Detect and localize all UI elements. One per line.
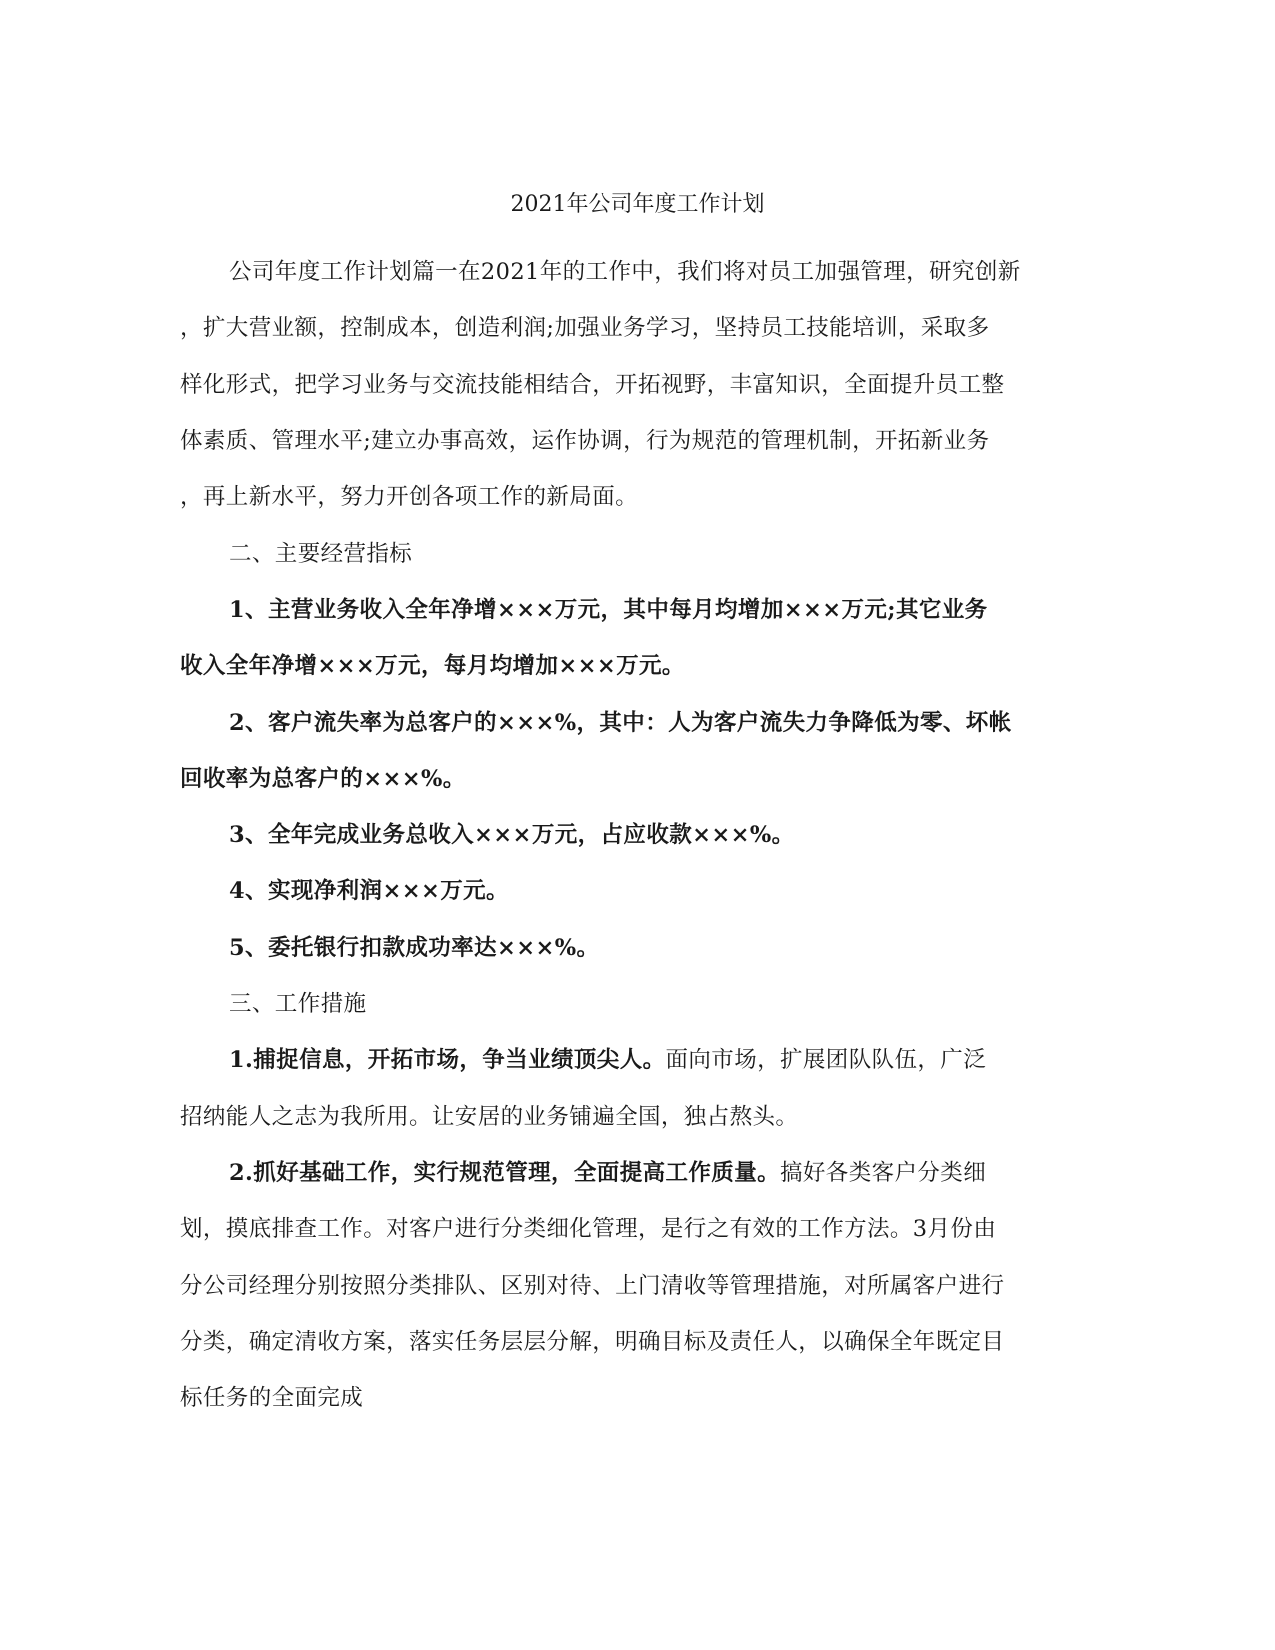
measure-line bbox=[229, 1157, 1149, 1189]
measure-text: 搞好各类客户分类细 bbox=[780, 1160, 987, 1186]
indicator-line: 回收率为总客户的×××%。 bbox=[180, 766, 466, 792]
paragraph-line: ，再上新水平，努力开创各项工作的新局面。 bbox=[180, 484, 639, 510]
paragraph-line: 划，摸底排查工作。对客户进行分类细化管理，是行之有效的工作方法。3月份由 bbox=[180, 1216, 997, 1242]
paragraph-line: ，扩大营业额，控制成本，创造利润;加强业务学习，坚持员工技能培训，采取多 bbox=[180, 315, 990, 341]
indicator-line: 3、全年完成业务总收入×××万元，占应收款×××%。 bbox=[229, 822, 795, 848]
section-heading: 二、主要经营指标 bbox=[229, 541, 413, 567]
indicator-line: 5、委托银行扣款成功率达×××%。 bbox=[229, 935, 600, 961]
paragraph-line: 分类，确定清收方案，落实任务层层分解，明确目标及责任人，以确保全年既定目 bbox=[180, 1329, 1005, 1355]
measure-heading: 1.捕捉信息，开拓市场，争当业绩顶尖人。 bbox=[229, 1047, 666, 1073]
indicator-line: 4、实现净利润×××万元。 bbox=[229, 878, 509, 904]
section-heading: 三、工作措施 bbox=[229, 991, 367, 1017]
measure-line bbox=[229, 1044, 1149, 1076]
paragraph-line: 分公司经理分别按照分类排队、区别对待、上门清收等管理措施，对所属客户进行 bbox=[180, 1273, 1005, 1299]
paragraph-line: 标任务的全面完成 bbox=[180, 1385, 364, 1411]
indicator-line: 收入全年净增×××万元，每月均增加×××万元。 bbox=[180, 653, 685, 679]
paragraph-line: 招纳能人之志为我所用。让安居的业务铺遍全国，独占熬头。 bbox=[180, 1104, 799, 1130]
document-title: 2021年公司年度工作计划 bbox=[510, 192, 765, 217]
paragraph-line: 公司年度工作计划篇一在2021年的工作中，我们将对员工加强管理，研究创新 bbox=[229, 259, 1021, 285]
indicator-line: 1、主营业务收入全年净增×××万元，其中每月均增加×××万元;其它业务 bbox=[229, 597, 988, 623]
indicator-line: 2、客户流失率为总客户的×××%，其中：人为客户流失力争降低为零、坏帐 bbox=[229, 710, 1012, 736]
measure-heading: 2.抓好基础工作，实行规范管理，全面提高工作质量。 bbox=[229, 1160, 780, 1186]
paragraph-line: 体素质、管理水平;建立办事高效，运作协调，行为规范的管理机制，开拓新业务 bbox=[180, 428, 990, 454]
paragraph-line: 样化形式，把学习业务与交流技能相结合，开拓视野，丰富知识，全面提升员工整 bbox=[180, 372, 1005, 398]
measure-text: 面向市场，扩展团队队伍，广泛 bbox=[665, 1047, 987, 1073]
